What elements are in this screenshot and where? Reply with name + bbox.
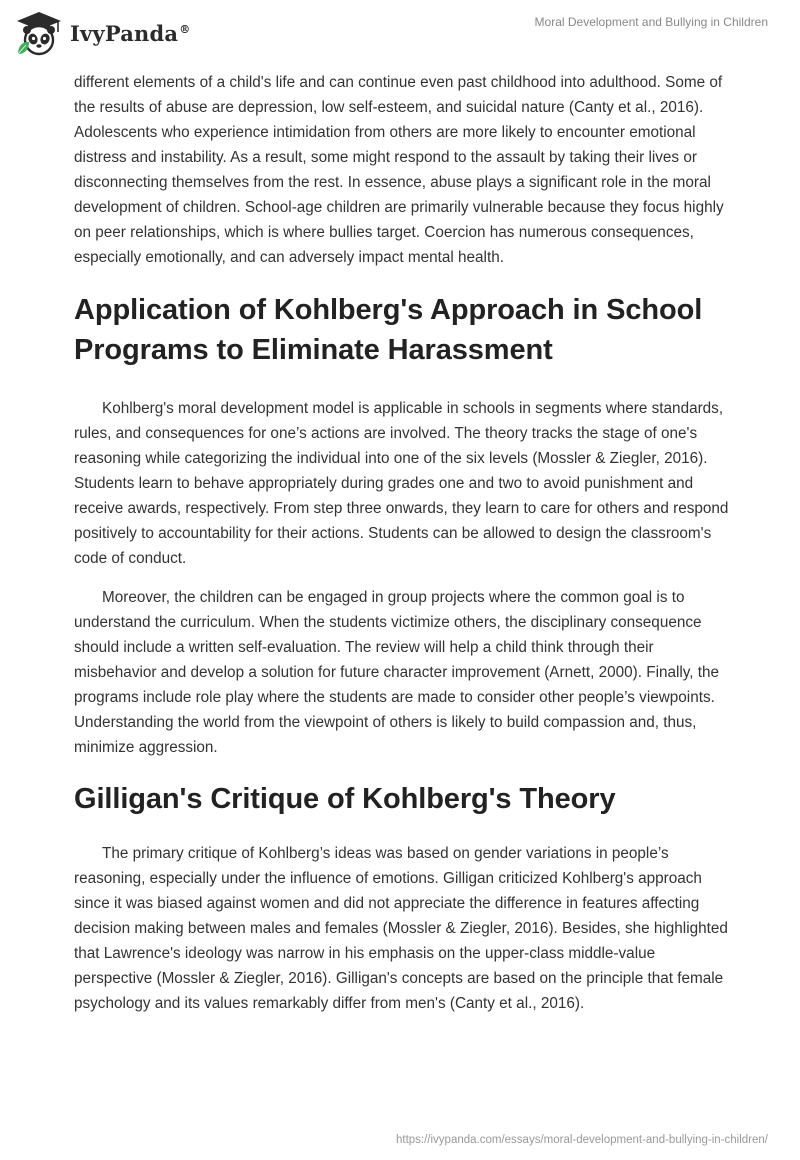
registered-mark: ® bbox=[179, 22, 191, 36]
gilligan-critique-paragraph-1: The primary critique of Kohlberg’s ideas was based on gender variations in people’s reasoning, especially under the influence of emotions. Gilligan criticized Kohlberg's approach since it was biased against women and did not appreciate the difference in features affecting decision making between males and females (Mossler & Ziegler, 2016). Besides, she highlighted that Lawrence's ideology was narrow in his emphasis on the upper-class middle-value perspective (Mossler & Ziegler, 2016). Gilligan's concepts are based on the principle that female psychology and its values remarkably differ from men's (Canty et al., 2016). bbox=[74, 845, 728, 1012]
kohlberg-application-paragraph-2: Moreover, the children can be engaged in group projects where the common goal is to understand the curriculum. When the students victimize others, the disciplinary consequence should include a written self-evaluation. The review will help a child think through their misbehavior and develop a solution for future character improvement (Arnett, 2000). Finally, the programs include role play where the students are made to consider other people’s viewpoints. Understanding the world from the viewpoint of others is likely to build compassion and, thus, minimize aggression. bbox=[74, 589, 720, 756]
section-heading-kohlberg-application: Application of Kohlberg's Approach in School Programs to Eliminate Harassment bbox=[74, 294, 703, 366]
kohlberg-application-paragraph-1: Kohlberg's moral development model is applicable in schools in segments where standards, rules, and consequences for one’s actions are involved. The theory tracks the stage of one's reasoning while categorizing the individual into one of the six levels (Mossler & Ziegler, 2016). Students learn to behave appropriately during grades one and two to avoid punishment and receive awards, respectively. From step three onwards, they learn to care for others and respond positively to accountability for their actions. Students can be allowed to design the classroom's code of conduct. bbox=[74, 400, 729, 567]
essay-content bbox=[74, 70, 734, 1030]
source-url-link[interactable]: https://ivypanda.com/essays/moral-development-and-bullying-in-children/ bbox=[395, 1134, 768, 1146]
intro-paragraph: different elements of a child's life and can continue even past childhood into adulthood. Some of the results of abuse are depression, low self-esteem, and suicidal nature (Canty et al., 2016). Adolescents who experience intimidation from others are more likely to encounter emotional distress and instability. As a result, some might respond to the assault by taking their lives or disconnecting themselves from the rest. In essence, abuse plays a significant role in the moral development of children. School-age children are primarily vulnerable because they focus highly on peer relationships, which is where bullies target. Coercion has numerous consequences, especially emotionally, and can adversely impact mental health. bbox=[74, 74, 724, 266]
section-heading-gilligan-critique: Gilligan's Critique of Kohlberg's Theory bbox=[74, 783, 616, 815]
document-title: Moral Development and Bullying in Children bbox=[534, 15, 768, 29]
ivypanda-logo-link[interactable] bbox=[14, 8, 190, 58]
brand-name-text: IvyPanda bbox=[70, 20, 179, 46]
brand-name bbox=[70, 21, 190, 46]
page-header bbox=[0, 0, 800, 66]
panda-graduate-icon bbox=[14, 10, 64, 56]
